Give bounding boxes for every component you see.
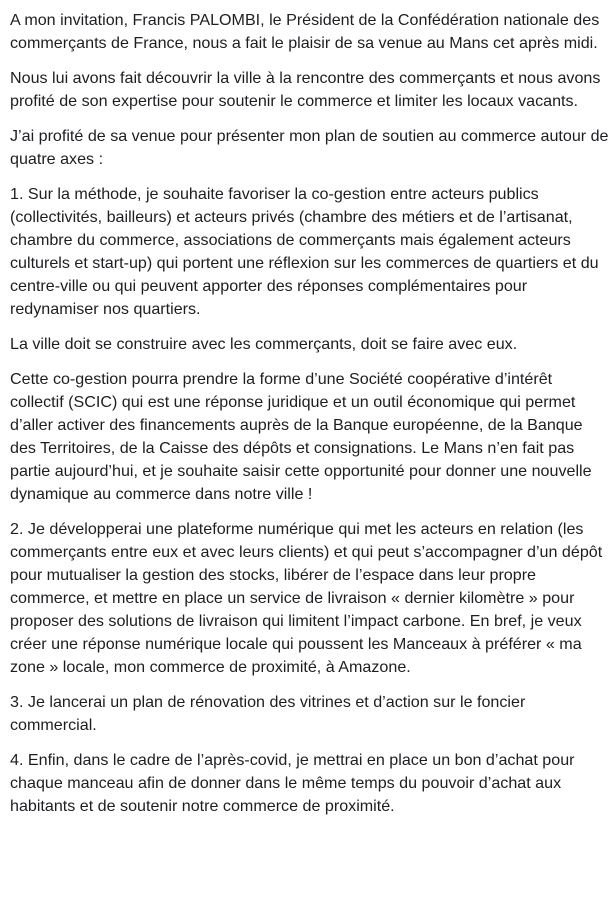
paragraph-scic: Cette co-gestion pourra prendre la forme d’une Société coopérative d’intérêt collectif (SCIC) qui est une réponse juridique et un outil économique qui permet d’aller activer des financements auprès de la Banque européenne, de la Banque des Territoires, de la Caisse des dépôts et consignations. Le Mans n’en fait pas partie aujourd’hui, et je souhaite saisir cette opportunité pour donner une nouvelle dynamique au commerce dans notre ville ! bbox=[10, 370, 592, 503]
paragraph-axis-3: 3. Je lancerai un plan de rénovation des vitrines et d’action sur le foncier commercial. bbox=[10, 693, 526, 734]
post-text bbox=[10, 9, 610, 830]
paragraph-axis-4: 4. Enfin, dans le cadre de l’après-covid, je mettrai en place un bon d’achat pour chaque manceau afin de donner dans le même temps du pouvoir d’achat aux habitants et de soutenir notre commerce de proximité. bbox=[10, 751, 575, 815]
paragraph-axis-2: 2. Je développerai une plateforme numérique qui met les acteurs en relation (les commerçants entre eux et avec leurs clients) et qui peut s’accompagner d’un dépôt pour mutualiser la gestion des stocks, libérer de l’espace dans leur propre commerce, et mettre en place un service de livraison « dernier kilomètre » pour proposer des solutions de livraison qui limitent l’impact carbone. En bref, je veux créer une réponse numérique locale qui poussent les Manceaux à préférer « ma zone » locale, mon commerce de proximité, à Amazone. bbox=[10, 520, 603, 676]
paragraph-invitation: A mon invitation, Francis PALOMBI, le Président de la Confédération nationale des commerçants de France, nous a fait le plaisir de sa venue au Mans cet après midi. bbox=[10, 11, 600, 52]
paragraph-city-statement: La ville doit se construire avec les commerçants, doit se faire avec eux. bbox=[10, 335, 518, 353]
paragraph-axis-1: 1. Sur la méthode, je souhaite favoriser la co-gestion entre acteurs publics (collectivités, bailleurs) et acteurs privés (chambre des métiers et de l’artisanat, chambre du commerce, associations de commerçants mais également acteurs culturels et start-up) qui portent une réflexion sur les commerces de quartiers et du centre-ville ou qui peuvent apporter des réponses complémentaires pour redynamiser nos quartiers. bbox=[10, 185, 599, 318]
paragraph-plan-intro: J’ai profité de sa venue pour présenter mon plan de soutien au commerce autour de quatre axes : bbox=[10, 127, 609, 168]
paragraph-visit: Nous lui avons fait découvrir la ville à la rencontre des commerçants et nous avons profité de son expertise pour soutenir le commerce et limiter les locaux vacants. bbox=[10, 69, 601, 110]
